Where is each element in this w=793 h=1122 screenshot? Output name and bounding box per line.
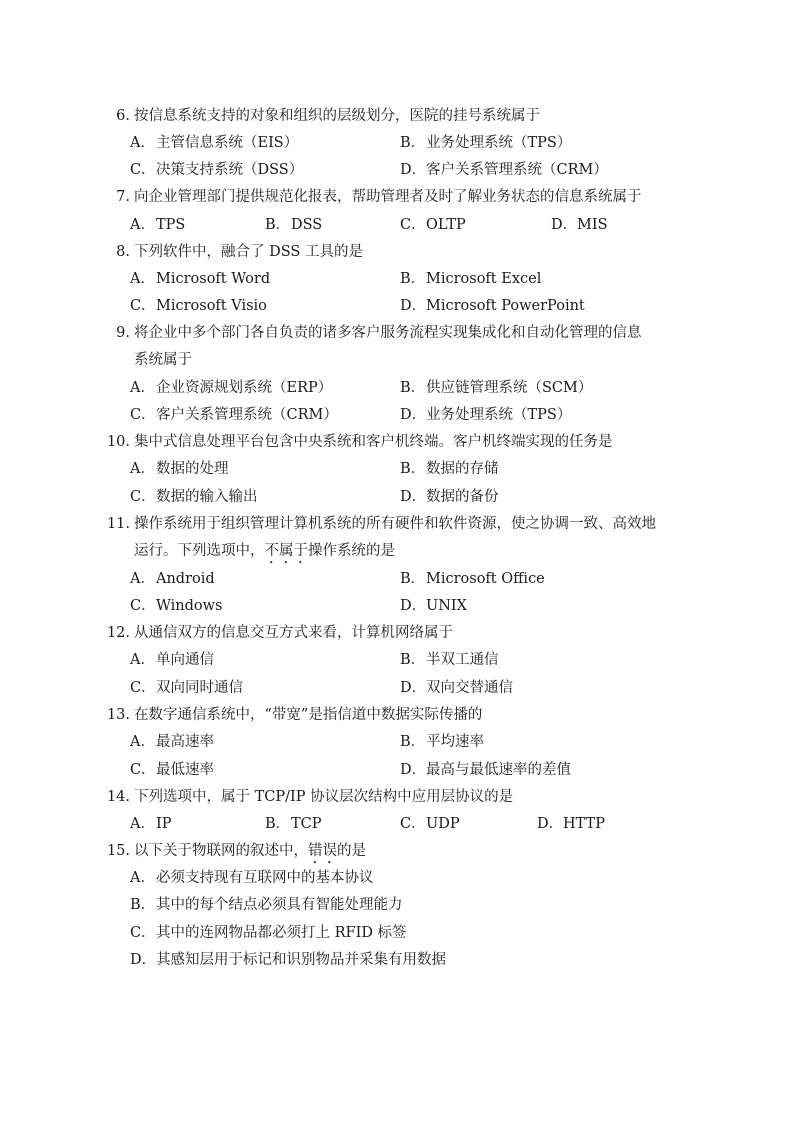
- question-text: 按信息系统支持的对象和组织的层级划分，医院的挂号系统属于: [134, 108, 540, 124]
- option-a[interactable]: A．单向通信: [130, 652, 214, 668]
- question-text: 将企业中多个部门各自负责的诸多客户服务流程实现集成化和自动化管理的信息: [134, 325, 642, 341]
- question-14: [100, 785, 513, 806]
- question-15: [100, 839, 366, 867]
- question-number: 13.: [106, 707, 130, 723]
- option-a[interactable]: A．Microsoft Word: [130, 271, 271, 287]
- question-text: 在数字通信系统中，“带宽”是指信道中数据实际传播的: [134, 707, 483, 723]
- question-text: 从通信双方的信息交互方式来看，计算机网络属于: [134, 625, 453, 641]
- option-b[interactable]: B．业务处理系统（TPS）: [400, 135, 572, 151]
- option-b[interactable]: B．数据的存储: [400, 461, 499, 477]
- option-b[interactable]: B．TCP: [265, 816, 322, 832]
- question-number: 8.: [116, 244, 130, 260]
- option-c[interactable]: C．Microsoft Visio: [130, 298, 267, 314]
- option-d[interactable]: D．客户关系管理系统（CRM）: [400, 162, 608, 178]
- question-text-continued: 运行。下列选项中，不属于操作系统的是: [134, 543, 395, 559]
- option-c[interactable]: C．决策支持系统（DSS）: [130, 162, 304, 178]
- option-b[interactable]: B．Microsoft Office: [400, 571, 545, 587]
- question-number: 10.: [106, 434, 130, 450]
- option-a[interactable]: A．最高速率: [130, 734, 214, 750]
- option-b[interactable]: B．半双工通信: [400, 652, 499, 668]
- question-text: 下列选项中，属于 TCP/IP 协议层次结构中应用层协议的是: [134, 789, 514, 805]
- option-a[interactable]: A．Android: [130, 571, 215, 587]
- option-a[interactable]: A．企业资源规划系统（ERP）: [130, 380, 333, 396]
- option-a[interactable]: A．数据的处理: [130, 461, 229, 477]
- option-c[interactable]: C．UDP: [400, 816, 460, 832]
- option-b[interactable]: B．平均速率: [400, 734, 484, 750]
- question-number: 9.: [116, 325, 130, 341]
- question-7: [100, 185, 642, 206]
- option-c[interactable]: C．Windows: [130, 598, 223, 614]
- question-number: 6.: [116, 108, 130, 124]
- question-number: 7.: [116, 189, 130, 205]
- option-d[interactable]: D．Microsoft PowerPoint: [400, 298, 585, 314]
- option-c[interactable]: C．OLTP: [400, 217, 466, 233]
- option-c[interactable]: C．最低速率: [130, 762, 214, 778]
- question-text: 下列软件中，融合了 DSS 工具的是: [134, 244, 363, 260]
- question-13: [100, 703, 482, 724]
- option-d[interactable]: D．UNIX: [400, 598, 467, 614]
- question-10: [100, 430, 613, 451]
- option-d[interactable]: D．双向交替通信: [400, 680, 513, 696]
- option-d[interactable]: D．业务处理系统（TPS）: [400, 407, 572, 423]
- question-number: 15.: [106, 843, 130, 859]
- emphasis-text: 错误: [308, 843, 337, 859]
- option-d[interactable]: D．MIS: [551, 217, 608, 233]
- question-text: 操作系统用于组织管理计算机系统的所有硬件和软件资源，使之协调一致、高效地: [134, 516, 656, 532]
- question-text-continued: 系统属于: [134, 352, 192, 368]
- option-b[interactable]: B．DSS: [265, 217, 323, 233]
- emphasis-text: 不属于: [264, 543, 308, 559]
- option-a[interactable]: A．主管信息系统（EIS）: [130, 135, 299, 151]
- option-c[interactable]: C．其中的连网物品都必须打上 RFID 标签: [130, 925, 407, 941]
- option-c[interactable]: C．数据的输入输出: [130, 489, 258, 505]
- option-d[interactable]: D．HTTP: [537, 816, 606, 832]
- question-number: 14.: [106, 789, 130, 805]
- question-8: [100, 240, 363, 261]
- option-d[interactable]: D．最高与最低速率的差值: [400, 762, 571, 778]
- option-a[interactable]: A．TPS: [130, 217, 186, 233]
- question-11: [100, 512, 656, 533]
- option-b[interactable]: B．其中的每个结点必须具有智能处理能力: [130, 897, 403, 913]
- question-9: [100, 321, 642, 342]
- question-text: 以下关于物联网的叙述中，错误的是: [134, 843, 366, 859]
- option-a[interactable]: A．IP: [130, 816, 172, 832]
- question-number: 12.: [106, 625, 130, 641]
- question-number: 11.: [106, 516, 130, 532]
- option-d[interactable]: D．数据的备份: [400, 489, 499, 505]
- option-a[interactable]: A．必须支持现有互联网中的基本协议: [130, 870, 374, 886]
- option-d[interactable]: D．其感知层用于标记和识别物品并采集有用数据: [130, 952, 446, 968]
- question-text: 向企业管理部门提供规范化报表，帮助管理者及时了解业务状态的信息系统属于: [134, 189, 642, 205]
- option-b[interactable]: B．Microsoft Excel: [400, 271, 542, 287]
- question-text: 集中式信息处理平台包含中央系统和客户机终端。客户机终端实现的任务是: [134, 434, 613, 450]
- option-c[interactable]: C．客户关系管理系统（CRM）: [130, 407, 338, 423]
- option-c[interactable]: C．双向同时通信: [130, 680, 243, 696]
- option-b[interactable]: B．供应链管理系统（SCM）: [400, 380, 593, 396]
- question-6: [100, 104, 540, 125]
- question-12: [100, 621, 453, 642]
